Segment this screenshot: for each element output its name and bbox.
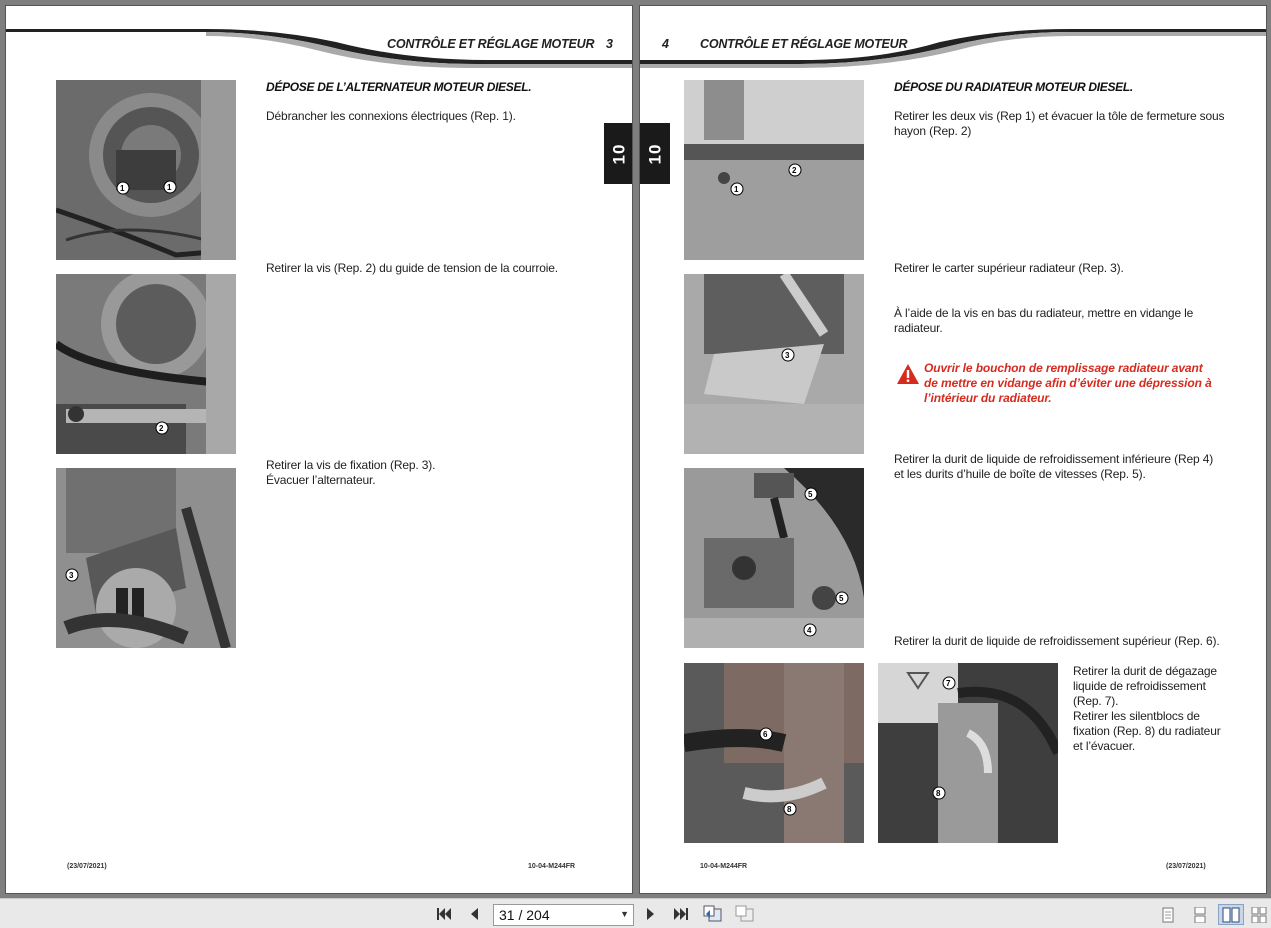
first-page-icon[interactable]	[434, 905, 454, 923]
last-page-icon[interactable]	[671, 905, 691, 923]
step-text: Retirer la vis (Rep. 2) du guide de tension de la courroie.	[266, 261, 558, 275]
marker-1a: 1	[120, 184, 125, 193]
continuous-facing-icon[interactable]	[1249, 904, 1269, 925]
section-tab: 10	[640, 123, 670, 184]
photo-belt-tension-guide	[56, 274, 236, 454]
marker-6: 6	[763, 730, 768, 739]
footer-ref: 10-04-M244FR	[528, 863, 576, 870]
photo-alternator-connections	[56, 80, 236, 260]
footer-ref: 10-04-M244FR	[700, 863, 748, 870]
step-text-block: Retirer les deux vis (Rep 1) et évacuer la tôle de fermeture sous hayon (Rep. 2)	[894, 109, 1225, 138]
photo-radiator-casing	[684, 274, 864, 454]
photo-degassing-hose	[878, 663, 1058, 843]
marker-7: 7	[946, 679, 951, 688]
step-text-block: Retirer la vis de fixation (Rep. 3). Évacuer l’alternateur.	[266, 458, 436, 487]
warning-text: Ouvrir le bouchon de remplissage radiateur avant de mettre en vidange afin d’éviter une dépression à l’intérieur du radiateur.	[924, 361, 1212, 405]
page-number: 4	[662, 37, 669, 51]
marker-5b: 5	[839, 594, 844, 603]
marker-3: 3	[785, 351, 790, 360]
section-heading: DÉPOSE DE L’ALTERNATEUR MOTEUR DIESEL.	[266, 80, 532, 94]
marker-1b: 1	[167, 183, 172, 192]
footer-date: (23/07/2021)	[67, 863, 107, 870]
page-number: 3	[606, 37, 613, 51]
photo-upper-hose	[684, 663, 864, 843]
photo-fixing-screw	[56, 468, 236, 648]
marker-8: 8	[936, 789, 941, 798]
next-page-icon[interactable]	[641, 905, 661, 923]
step-text-block: À l’aide de la vis en bas du radiateur, mettre en vidange le radiateur.	[894, 306, 1194, 335]
previous-page-icon[interactable]	[464, 905, 484, 923]
page-header-title: CONTRÔLE ET RÉGLAGE MOTEUR	[387, 37, 595, 51]
single-page-icon[interactable]	[1155, 904, 1181, 925]
marker-5a: 5	[808, 490, 813, 499]
marker-4: 4	[807, 626, 812, 635]
warning-icon	[896, 363, 920, 385]
next-view-icon[interactable]	[735, 905, 755, 923]
section-heading: DÉPOSE DU RADIATEUR MOTEUR DIESEL.	[894, 80, 1133, 94]
page-header-title: CONTRÔLE ET RÉGLAGE MOTEUR	[700, 37, 908, 51]
facing-icon[interactable]	[1218, 904, 1244, 925]
marker-3: 3	[69, 571, 74, 580]
step-text-block: Retirer la durit de dégazage liquide de refroidissement (Rep. 7). Retirer les silentblocs de fixation (Rep. 8) du radiateur et l’évacuer.	[1073, 664, 1221, 753]
navigation-toolbar	[0, 898, 1271, 928]
pdf-page-left	[5, 5, 633, 894]
marker-8: 8	[787, 805, 792, 814]
continuous-icon[interactable]	[1187, 904, 1213, 925]
photo-hatch-cover	[684, 80, 864, 260]
photo-lower-hoses	[684, 468, 864, 648]
step-text: Retirer la durit de liquide de refroidissement supérieur (Rep. 6).	[894, 634, 1220, 648]
footer-date: (23/07/2021)	[1166, 863, 1206, 870]
marker-2: 2	[159, 424, 164, 433]
pdf-page-right	[639, 5, 1267, 894]
step-text-block: Retirer la durit de liquide de refroidissement inférieure (Rep 4) et les durits d’huile de boîte de vitesses (Rep. 5).	[894, 452, 1214, 481]
previous-view-icon[interactable]	[703, 905, 723, 923]
marker-1: 1	[734, 185, 739, 194]
step-text: Retirer le carter supérieur radiateur (Rep. 3).	[894, 261, 1124, 275]
marker-2: 2	[792, 166, 797, 175]
chevron-down-icon[interactable]: ▼	[620, 909, 629, 919]
step-text: Débrancher les connexions électriques (Rep. 1).	[266, 109, 516, 123]
section-tab: 10	[604, 123, 633, 184]
page-number-input[interactable]: 31 / 204 ▼	[493, 904, 634, 926]
